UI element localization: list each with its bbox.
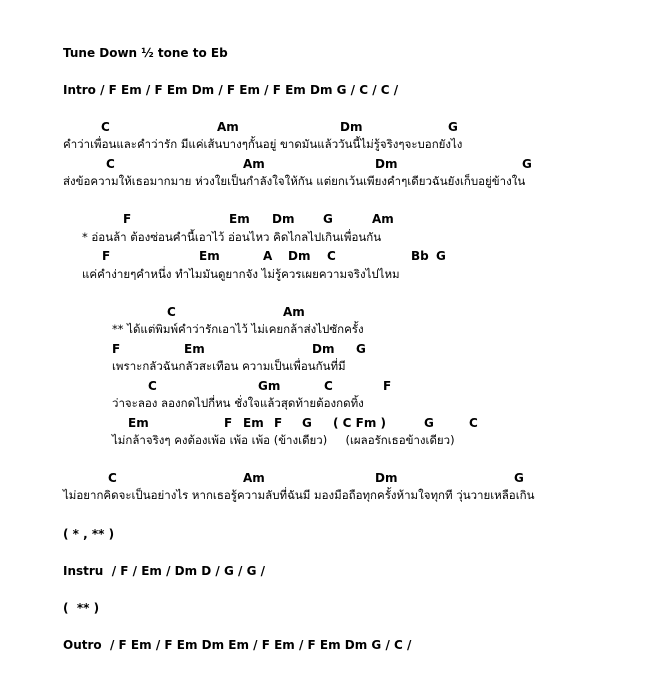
chord: G bbox=[302, 416, 312, 430]
outro-line: Outro / F Em / F Em Dm Em / F Em / F Em Dm G / C / bbox=[63, 638, 412, 652]
chord: Dm bbox=[312, 342, 335, 356]
chord: F bbox=[102, 249, 111, 263]
chord: Am bbox=[217, 120, 239, 134]
chord: Am bbox=[243, 471, 265, 485]
chord: C bbox=[167, 305, 176, 319]
chord: C bbox=[148, 379, 157, 393]
chord: G bbox=[436, 249, 446, 263]
verse1-lyric-1: คำว่าเพื่อนและคำว่ารัก มีแค่เส้นบางๆกั้นอยู่ ขาดมันแล้ววันนี้ไม่รู้จริงๆจะบอกยังไง bbox=[63, 137, 463, 151]
chord: Am bbox=[283, 305, 305, 319]
chorus-lyric-1: ** ได้แต่พิมพ์คำว่ารักเอาไว้ ไม่เคยกล้าส่งไปซักครั้ง bbox=[112, 322, 364, 336]
verse1-lyric-2: ส่งข้อความให้เธอมากมาย ห่วงใยเป็นกำลังใจให้กัน แต่ยกเว้นเพียงคำๆเดียวฉันยังเก็บอยู่ข้างใน bbox=[63, 174, 526, 188]
bridge-chords-1 bbox=[0, 472, 666, 486]
chord: Em bbox=[128, 416, 149, 430]
bridge-lyric-1: ไม่อยากคิดจะเป็นอย่างไร หากเธอรู้ความลับที่ฉันมี มองมือถือทุกครั้งห้ามใจทุกที วุ่นวายเหลือเกิน bbox=[63, 488, 535, 502]
chord: Am bbox=[372, 212, 394, 226]
chord: G bbox=[424, 416, 434, 430]
chord: Dm bbox=[288, 249, 311, 263]
chord: G bbox=[448, 120, 458, 134]
chorus-chords-2 bbox=[0, 343, 666, 357]
chord: Dm bbox=[375, 157, 398, 171]
chord: G bbox=[356, 342, 366, 356]
chord: C bbox=[324, 379, 333, 393]
chord: G bbox=[323, 212, 333, 226]
chorus-lyric-2: เพราะกลัวฉันกลัวสะเทือน ความเป็นเพื่อนกันที่มี bbox=[112, 359, 346, 373]
chorus-chords-3 bbox=[0, 380, 666, 394]
chord: F bbox=[383, 379, 392, 393]
repeat-marker-1: ( * , ** ) bbox=[63, 527, 115, 541]
chord: C bbox=[327, 249, 336, 263]
chord: F bbox=[274, 416, 283, 430]
chord: Dm bbox=[272, 212, 295, 226]
prechorus-lyric-2: แค่คำง่ายๆคำหนึ่ง ทำไมมันดูยากจัง ไม่รู้ควรเผยความจริงไปไหม bbox=[82, 267, 400, 281]
chord: Em bbox=[229, 212, 250, 226]
chord: C bbox=[469, 416, 478, 430]
chord: Dm bbox=[340, 120, 363, 134]
chorus-lyric-3: ว่าจะลอง ลองกดไปกี่หน ชั่งใจแล้วสุดท้ายต้องกดทิ้ง bbox=[112, 396, 364, 410]
prechorus-lyric-1: * อ่อนล้า ต้องซ่อนคำนี้เอาไว้ อ่อนไหว คิดไกลไปเกินเพื่อนกัน bbox=[82, 230, 382, 244]
verse1-chords-1 bbox=[0, 121, 666, 135]
verse1-chords-2 bbox=[0, 158, 666, 172]
chord: Em bbox=[243, 416, 264, 430]
chord: Em bbox=[199, 249, 220, 263]
chord: Am bbox=[243, 157, 265, 171]
chorus-chords-1 bbox=[0, 306, 666, 320]
chord: Gm bbox=[258, 379, 281, 393]
chord: C bbox=[106, 157, 115, 171]
chord: F bbox=[112, 342, 121, 356]
chord: G bbox=[522, 157, 532, 171]
chord: ( C Fm ) bbox=[333, 416, 387, 430]
repeat-marker-2: ( ** ) bbox=[63, 601, 100, 615]
chord: C bbox=[108, 471, 117, 485]
chord: F bbox=[123, 212, 132, 226]
intro-line: Intro / F Em / F Em Dm / F Em / F Em Dm G / C / C / bbox=[63, 83, 399, 97]
tuning-line: Tune Down ½ tone to Eb bbox=[63, 46, 228, 60]
instru-line: Instru / F / Em / Dm D / G / G / bbox=[63, 564, 265, 578]
chord: G bbox=[514, 471, 524, 485]
chord: F bbox=[224, 416, 233, 430]
chorus-lyric-4: ไม่กล้าจริงๆ คงต้องเพ้อ เพ้อ เพ้อ (ข้างเดียว) (เผลอรักเธอข้างเดียว) bbox=[112, 433, 455, 447]
chord: Bb bbox=[411, 249, 429, 263]
chord: A bbox=[263, 249, 273, 263]
chord: Em bbox=[184, 342, 205, 356]
prechorus-chords-1 bbox=[0, 213, 666, 227]
chord: C bbox=[101, 120, 110, 134]
prechorus-chords-2 bbox=[0, 250, 666, 264]
chord: Dm bbox=[375, 471, 398, 485]
chorus-chords-4 bbox=[0, 417, 666, 431]
